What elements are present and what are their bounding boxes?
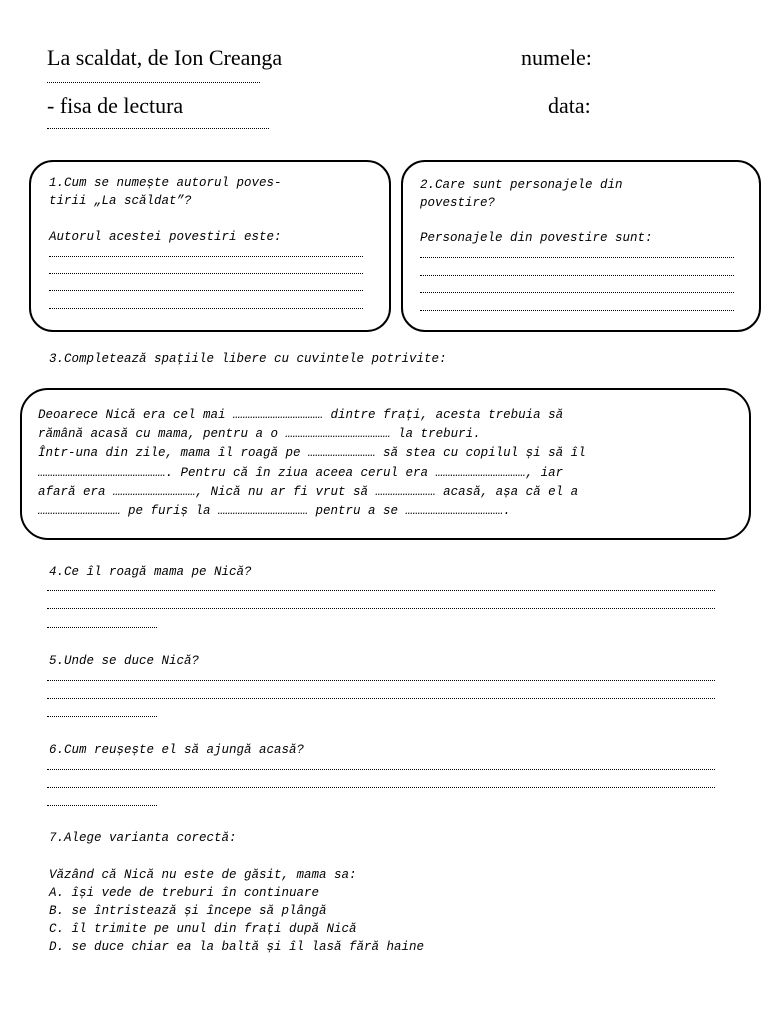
option-c[interactable]: C. îl trimite pe unul din frați după Nică bbox=[49, 922, 357, 936]
fill-in-line: afară era ……………………………, Nică nu ar fi vrut să …………………… acasă, așa că el a bbox=[38, 484, 579, 499]
question-3-text bbox=[38, 406, 586, 521]
question-2-line-1: 2.Care sunt personajele din bbox=[420, 178, 623, 192]
answer-line[interactable] bbox=[47, 680, 715, 681]
answer-line[interactable] bbox=[49, 273, 363, 274]
question-2-answer-prompt: Personajele din povestire sunt: bbox=[420, 231, 653, 245]
answer-line[interactable] bbox=[47, 698, 715, 699]
answer-line[interactable] bbox=[47, 627, 157, 628]
fill-in-line: …………………………… pe furiș la ……………………………… pentru a se …………………………………. bbox=[38, 504, 511, 519]
question-6: 6.Cum reușește el să ajungă acasă? bbox=[49, 743, 305, 757]
answer-line[interactable] bbox=[47, 787, 715, 788]
answer-line[interactable] bbox=[420, 257, 734, 258]
answer-line[interactable] bbox=[420, 310, 734, 311]
subtitle-dotted-line bbox=[47, 128, 269, 129]
question-7-instruction: 7.Alege varianta corectă: bbox=[49, 831, 237, 845]
date-label: data: bbox=[548, 93, 591, 118]
fill-in-line: Într-una din zile, mama îl roagă pe ……………………… să stea cu copilul și să îl bbox=[38, 446, 586, 461]
question-1-line-1: 1.Cum se numește autorul poves- bbox=[49, 176, 282, 190]
fill-in-line: Deoarece Nică era cel mai ……………………………… dintre frați, acesta trebuia să bbox=[38, 408, 564, 422]
question-3-instruction: 3.Completează spațiile libere cu cuvintele potrivite: bbox=[49, 352, 447, 366]
worksheet-subtitle: - fisa de lectura bbox=[47, 93, 184, 118]
answer-line[interactable] bbox=[49, 256, 363, 257]
worksheet-title: La scaldat, de Ion Creanga bbox=[47, 45, 283, 70]
question-1-answer-prompt: Autorul acestei povestiri este: bbox=[49, 230, 282, 244]
answer-line[interactable] bbox=[47, 590, 715, 591]
answer-line[interactable] bbox=[49, 308, 363, 309]
name-label: numele: bbox=[521, 45, 592, 70]
answer-line[interactable] bbox=[47, 608, 715, 609]
question-2-line-2: povestire? bbox=[420, 196, 496, 210]
answer-line[interactable] bbox=[47, 805, 157, 806]
question-7-body bbox=[49, 866, 424, 956]
question-4: 4.Ce îl roagă mama pe Nică? bbox=[49, 565, 252, 579]
option-a[interactable]: A. își vede de treburi în continuare bbox=[49, 886, 320, 900]
answer-line[interactable] bbox=[420, 292, 734, 293]
answer-line[interactable] bbox=[420, 275, 734, 276]
title-dotted-line bbox=[47, 82, 260, 83]
option-b[interactable]: B. se întristează și începe să plângă bbox=[49, 904, 327, 918]
answer-line[interactable] bbox=[47, 716, 157, 717]
answer-line[interactable] bbox=[47, 769, 715, 770]
question-5: 5.Unde se duce Nică? bbox=[49, 654, 200, 668]
question-1-line-2: tirii „La scăldat”? bbox=[49, 194, 192, 208]
question-7-stem: Văzând că Nică nu este de găsit, mama sa: bbox=[49, 868, 357, 882]
fill-in-line: rămână acasă cu mama, pentru a o …………………………………… la treburi. bbox=[38, 427, 481, 442]
option-d[interactable]: D. se duce chiar ea la baltă și îl lasă fără haine bbox=[49, 940, 425, 954]
answer-line[interactable] bbox=[49, 290, 363, 291]
fill-in-line: ……………………………………………. Pentru că în ziua aceea cerul era ………………………………, iar bbox=[38, 465, 564, 480]
